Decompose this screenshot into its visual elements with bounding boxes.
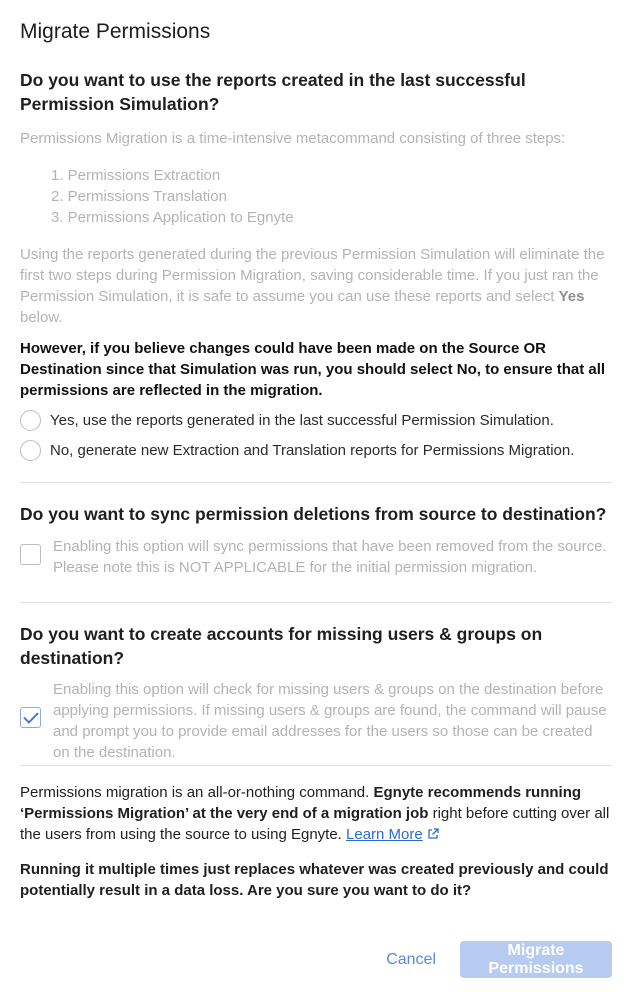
notice-section <box>20 782 612 901</box>
reports-question: Do you want to use the reports created in the last successful Permission Simulation? <box>20 70 526 114</box>
steps-list <box>51 165 612 228</box>
accounts-checkbox-text: Enabling this option will check for missing users & groups on the destination before applying permissions. If missing users & groups are found, the command will pause and prompt you to provide email addresses for the users so those can be created on the destination. <box>53 681 607 761</box>
external-link-icon[interactable] <box>427 828 439 840</box>
divider <box>20 602 612 603</box>
dialog-footer <box>376 941 612 978</box>
radio-no[interactable] <box>20 440 41 461</box>
option-no-label[interactable]: No, generate new Extraction and Translation reports for Permissions Migration. <box>50 441 575 459</box>
learn-more-link[interactable]: Learn More <box>346 826 423 843</box>
accounts-section <box>20 622 612 763</box>
confirm-text: Running it multiple times just replaces whatever was created previously and could potentially result in a data loss. Are you sure you want to do it? <box>20 861 609 899</box>
sync-checkbox-text: Enabling this option will sync permissions that have been removed from the source. Please note this is NOT APPLICABLE for the initial permission migration. <box>53 538 607 576</box>
notice-text: Permissions migration is an all-or-nothing command. Egnyte recommends running ‘Permissions Migration’ at the very end of a migration job right before cutting over all the users from using the source to using Egnyte. Learn More <box>20 784 610 843</box>
divider <box>20 482 612 483</box>
step-item: 1. Permissions Extraction <box>51 167 221 184</box>
reports-explanation: Using the reports generated during the previous Permission Simulation will eliminate the first two steps during Permission Migration, saving considerable time. If you just ran the Permission Simulation, it is safe to assume you can use these reports and select Yes below. <box>20 246 605 326</box>
reports-intro: Permissions Migration is a time-intensive metacommand consisting of three steps: <box>20 130 566 147</box>
accounts-question: Do you want to create accounts for missing users & groups on destination? <box>20 624 543 668</box>
sync-section <box>20 502 612 578</box>
option-no-row[interactable] <box>20 437 612 463</box>
reports-warning: However, if you believe changes could have been made on the Source OR Destination since that Simulation was run, you should select No, to ensure that all permissions are reflected in the migration. <box>20 340 606 399</box>
sync-deletions-checkbox[interactable] <box>20 544 41 565</box>
step-item: 2. Permissions Translation <box>51 188 227 205</box>
cancel-button[interactable]: Cancel <box>376 951 446 969</box>
sync-question: Do you want to sync permission deletions from source to destination? <box>20 504 607 524</box>
migrate-permissions-button[interactable]: Migrate Permissions <box>460 941 612 978</box>
create-accounts-checkbox[interactable] <box>20 707 41 728</box>
option-yes-label[interactable]: Yes, use the reports generated in the last successful Permission Simulation. <box>50 411 554 429</box>
step-item: 3. Permissions Application to Egnyte <box>51 209 294 226</box>
dialog-title: Migrate Permissions <box>20 20 211 43</box>
option-yes-row[interactable] <box>20 407 612 433</box>
divider <box>20 765 612 766</box>
radio-yes[interactable] <box>20 410 41 431</box>
reports-section <box>20 68 612 463</box>
